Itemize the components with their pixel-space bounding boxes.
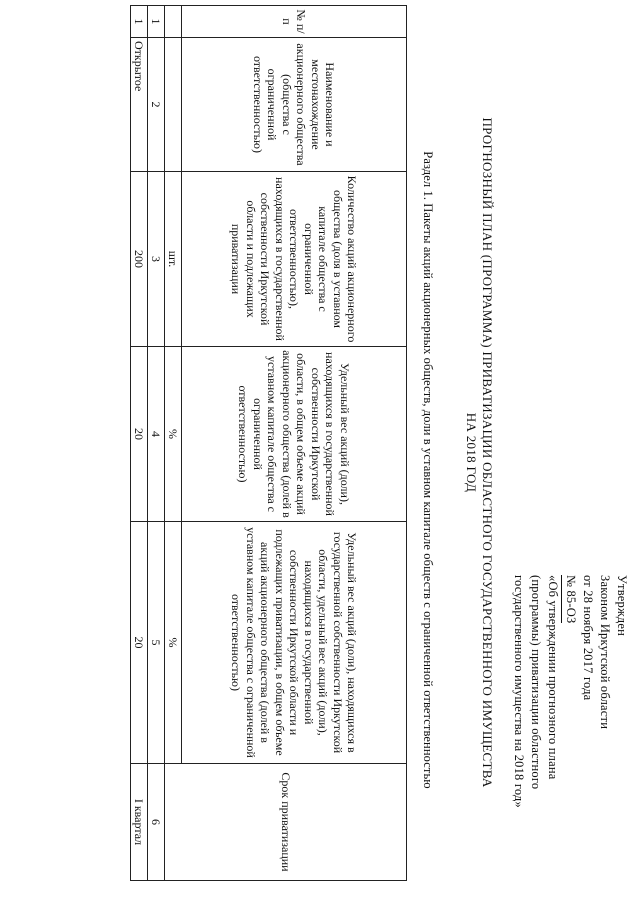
privatization-table	[130, 5, 407, 881]
header-term: Срок приватизации	[165, 764, 407, 881]
column-number: 5	[148, 522, 165, 764]
approval-line: государственного имущества на 2018 год»	[512, 575, 526, 808]
column-number: 4	[148, 347, 165, 522]
header-share: Удельный вес акций (доли), находящихся в государственной собственности Иркутской области, в общем объеме акций акционерного общества (долей в уставном капитале общества с ограниченной ответственностью)	[182, 347, 407, 522]
header-number: № п/п	[182, 6, 407, 38]
unit-share: %	[165, 347, 182, 522]
column-number: 2	[148, 38, 165, 172]
row-share-privatized: 20	[131, 522, 148, 764]
header-quantity: Количество акций акционерного общества (доля в уставном капитале общества с ограниченной ответственностью), находящихся в государственной собственности Иркутской области и подлежащих приватизации	[182, 172, 407, 347]
column-number: 6	[148, 764, 165, 881]
unit-cell	[165, 6, 182, 38]
row-term: I квартал	[131, 764, 148, 881]
approval-line: Законом Иркутской области	[598, 575, 612, 730]
column-numbers-row	[148, 6, 165, 881]
units-row	[165, 6, 182, 881]
table-header-row	[182, 6, 407, 881]
approval-line: от 28 ноября 2017 года	[581, 575, 595, 701]
row-quantity: 200	[131, 172, 148, 347]
law-number: № 85-ОЗ	[561, 575, 579, 623]
approval-stamp	[510, 575, 630, 893]
approval-line	[561, 575, 579, 893]
column-number: 1	[148, 6, 165, 38]
row-share: 20	[131, 347, 148, 522]
document-title-year: НА 2018 ГОД	[464, 412, 479, 493]
row-company-name: Открытое	[131, 38, 148, 172]
section-title: Раздел 1. Пакеты акций акционерных обществ, доли в уставном капитале обществ с ограниченной ответственностью	[421, 151, 435, 789]
approval-line: Утвержден	[615, 575, 629, 636]
unit-share-privatized: %	[165, 522, 182, 764]
table-row	[131, 6, 148, 881]
unit-cell	[165, 38, 182, 172]
approval-line: (программы) приватизации областного	[529, 575, 543, 790]
header-share-privatized: Удельный вес акций (доли), находящихся в государственной собственности Иркутской области, удельный вес акций (доли), находящихся в государственной собственности Иркутской области и подлежащих приватизации, в общем объеме акций акционерного общества (долей в уставном капитале общества с ограниченной ответственностью)	[182, 522, 407, 764]
unit-quantity: шт.	[165, 172, 182, 347]
header-name: Наименование и местонахождение акционерного общества (общества с ограниченной ответственностью)	[182, 38, 407, 172]
approval-line: «Об утверждении прогнозного плана	[546, 575, 560, 780]
document-title: ПРОГНОЗНЫЙ ПЛАН (ПРОГРАММА) ПРИВАТИЗАЦИИ ОБЛАСТНОГО ГОСУДАРСТВЕННОГО ИМУЩЕСТВА	[480, 117, 495, 788]
row-number: 1	[131, 6, 148, 38]
column-number: 3	[148, 172, 165, 347]
